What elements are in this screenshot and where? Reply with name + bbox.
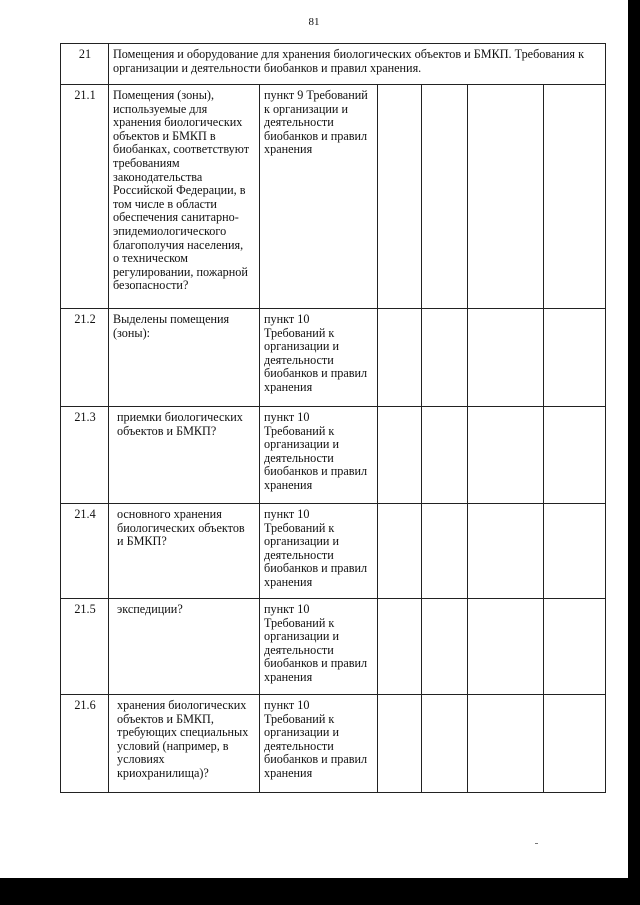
answer-cell-na (468, 85, 544, 309)
answer-cell-na (468, 599, 544, 695)
scan-border-right (628, 0, 640, 905)
scan-border-bottom (0, 878, 640, 905)
row-number: 21.5 (61, 599, 109, 695)
row-requirement: Помещения (зоны), используемые для хранения биологических объектов и БМКП в биобанках, соответствуют требованиям законодательства Российской Федерации, в том числе в области обеспечения санитарно- эпидемиологического благополучия населения, о техническом регулировании, пожарной безопасности? (109, 85, 260, 309)
scan-speck (535, 843, 538, 844)
row-reference: пункт 10 Требований к организации и деятельности биобанков и правил хранения (260, 309, 378, 407)
row-requirement: основного хранения биологических объектов и БМКП? (109, 504, 260, 599)
answer-cell-yes (378, 85, 422, 309)
checklist-table (60, 43, 606, 793)
row-number: 21.1 (61, 85, 109, 309)
row-requirement: Выделены помещения (зоны): (109, 309, 260, 407)
table-row (61, 695, 606, 793)
answer-cell-no (422, 599, 468, 695)
comment-cell (544, 504, 606, 599)
row-reference: пункт 10 Требований к организации и деятельности биобанков и правил хранения (260, 504, 378, 599)
comment-cell (544, 695, 606, 793)
section-title: Помещения и оборудование для хранения биологических объектов и БМКП. Требования к организации и деятельности биобанков и правил хранения. (109, 44, 606, 85)
table-row (61, 407, 606, 504)
comment-cell (544, 599, 606, 695)
answer-cell-yes (378, 695, 422, 793)
comment-cell (544, 85, 606, 309)
answer-cell-no (422, 309, 468, 407)
row-number: 21.3 (61, 407, 109, 504)
table-row (61, 599, 606, 695)
table-row (61, 309, 606, 407)
row-number: 21.4 (61, 504, 109, 599)
answer-cell-yes (378, 504, 422, 599)
answer-cell-na (468, 407, 544, 504)
answer-cell-no (422, 85, 468, 309)
comment-cell (544, 309, 606, 407)
row-reference: пункт 10 Требований к организации и деятельности биобанков и правил хранения (260, 695, 378, 793)
answer-cell-no (422, 504, 468, 599)
answer-cell-yes (378, 407, 422, 504)
row-requirement: приемки биологических объектов и БМКП? (109, 407, 260, 504)
answer-cell-no (422, 695, 468, 793)
row-requirement: хранения биологических объектов и БМКП, требующих специальных условий (например, в условиях криохранилища)? (109, 695, 260, 793)
page-number: 81 (308, 16, 320, 28)
answer-cell-yes (378, 599, 422, 695)
answer-cell-na (468, 695, 544, 793)
comment-cell (544, 407, 606, 504)
answer-cell-no (422, 407, 468, 504)
table-row (61, 504, 606, 599)
row-number: 21.6 (61, 695, 109, 793)
answer-cell-na (468, 504, 544, 599)
section-number: 21 (61, 44, 109, 85)
row-reference: пункт 10 Требований к организации и деятельности биобанков и правил хранения (260, 407, 378, 504)
row-number: 21.2 (61, 309, 109, 407)
row-requirement: экспедиции? (109, 599, 260, 695)
table-row (61, 85, 606, 309)
section-header-row (61, 44, 606, 85)
answer-cell-na (468, 309, 544, 407)
answer-cell-yes (378, 309, 422, 407)
row-reference: пункт 10 Требований к организации и деятельности биобанков и правил хранения (260, 599, 378, 695)
row-reference: пункт 9 Требований к организации и деятельности биобанков и правил хранения (260, 85, 378, 309)
